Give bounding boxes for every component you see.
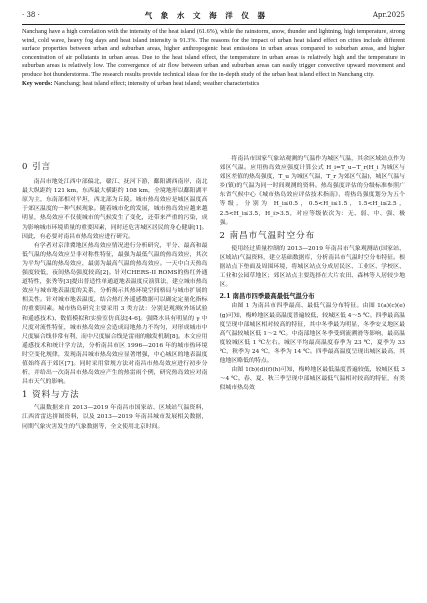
keywords-label: Key words: xyxy=(22,79,53,87)
body-columns xyxy=(22,155,405,595)
keywords-list: Nanchang; heat island effect; intensity of urban heat island; weather characteristics xyxy=(53,79,260,87)
section-title-introduction: 0 引言 xyxy=(22,162,52,172)
running-header xyxy=(22,6,405,25)
section-title-data-methods: 1 资料与方法 xyxy=(22,390,80,401)
journal-name: 气 象 水 文 海 洋 仪 器 xyxy=(144,10,268,20)
keywords-line xyxy=(22,80,405,89)
english-abstract xyxy=(22,28,405,88)
issue-date: Apr.2025 xyxy=(372,11,405,19)
distribution-paragraph: 使用经过质量控制的 2013—2019 年南昌市气象观测站(国家站、区域站)气温资料，建立基础数据库，分析南昌市气温时空分布特征。根据站点下垫面及周围环境，将城区站点分成居民区、工业区、学校区、工业和公园草地区；郊区站点主要选择在大片农田、森林等人居较少地区。 xyxy=(219,245,405,289)
left-column xyxy=(22,155,208,595)
right-column xyxy=(220,155,406,595)
abstract-text: Nanchang have a high correlation with the intensity of the heat island (61.6%), while the rainstorm, snow, thunder and lightning, high temperature, strong wind, cold wave, heavy fog days and heat island intensity is 91.3%. The reasons for the impact of urban heat island effect on cities include different surface properties between urban and suburban areas, higher anthropogenic heat emissions in urban areas compared to suburban areas, and higher concentration of air pollutants in urban areas. Due to the heat island effect, the temperature in urban areas is relatively high and the temperature in suburban areas is relatively low. The convergence of air flow between urban and suburban areas can easily trigger convective upward movement and produce hot thunderstorms. The research results provide technical ideas for the in-depth study of the urban heat island effect in Nanchang city. xyxy=(22,28,405,78)
section-title-temperature-distribution: 2 南昌市气温时空分布 xyxy=(219,230,316,241)
seasonal-paragraph-2: 由图 1(b)(d)(f)(h)可知，梅岭地区最低温度普遍较低，较城区低 3～4 ℃。春、夏、秋三季呈现中部城区最低气温相对较高的特征，有类似城市热岛效 xyxy=(219,367,405,392)
method-paragraph: 将南昌市国家气象站观测的气温作为城区气温，其余区域站点作为郊区气温。应用热岛效应强度计算公式 H_i=T_u−T_r(H_i 为城区与郊区差值的热岛强度，T_u 为城区气温，T_r 为郊区气温)，城区气温与乡(镇)的气温为同一时间观测的资料。热岛强度评估的分级标准参照广东省气候中心《城市热岛效应评估技术指南》，将热岛强度划分为五个等级，分别为 H_i≤0.5，0.5<H_i≤1.5，1.5<H_i≤2.5，2.5<H_i≤3.5，H_i>3.5，对应等级依次为：无、弱、中、强、极强。 xyxy=(219,156,405,226)
intro-paragraph-2: 有学者对京津冀地区热岛效应情况进行分析研究，平分、最高和最低气温的热岛效应呈非对称性特征，最强为最低气温的热岛效应，其次为平均气温的热岛效应，最弱为最高气温的热岛效应。一天中白天热岛强度较低，夜间热岛强度较高[2]。针对CHERS-II ROMS的热红外通道特性，张秀等[3]提出普适性单通道地表温度反演算法，建立城市热岛效应与城市地表温度的关系，分析揭示其热环境空间格局与城市扩展的相关性。针对城市地表温度，结合热红外遥感数据可以确定定量化指标的重要因素。城市热岛研究主要采用 3 类方法：分别是观测(外场试验和遥感技术)、数值模拟和实验室仿真法[4-6]。强降水具有明显的 γ 中尺度对流性特征，城市热岛效应会造成局地热力不均匀，对形成城市中尺度辐合线非常有利，而中尺度辐合线是雷雨的触发机制[8]。本文应用遥感技术和统计学方法，分析南昌市区 1996—2016 年的城市热环境时空变化规律，发现南昌城市热岛效应显著增强，中心城区的地表温度值始终高于郊区[7]。同时采用常规方法对南昌市热岛效应进行初步分析，并给出一次南昌市热岛效应产生的热雷雨个例，研究热岛效应对南昌市天气的影响。 xyxy=(22,242,208,386)
intro-paragraph-1: 南昌市地处江西中部偏北，赣江、抚河下游，鄱阳湖西南岸，南北最大纵距约 121 km，东西最大横距约 108 km，全境地形以鄱阳湖平原为主，东南部相对平坦，西北部为丘陵。城市热岛效应是城区温度高于郊区温度的一种气候现象。随着城市化的发展，城市热岛效应越来越明显，热岛效应不仅使城市的气候发生了变化，还带来严重的污染，成为影响城市环境质量的重要因素，同时还危害城区居民的身心健康[1]。因此，有必要对南昌市热岛效应进行研究。 xyxy=(22,179,208,240)
seasonal-paragraph-1: 由图 1 为南昌市四季最高、最低气温分布特征。由图 1(a)(c)(e)(g)可知，梅岭地区最高温度普遍较低，较城区低 4～5 ℃。四季最高温度呈现中部城区相对较高的特征，其中冬季最为明显，冬季安义地区最高气温较城区低 1～2 ℃。中南部地区冬季受到流溯滑等影响，最高温度较城区低 1 ℃左右。城区平均最高温度春季为 23 ℃，夏季为 33 ℃，秋季为 24 ℃，冬季为 14 ℃。四季最高温度呈现出城区最高，其他地区略低的特点。 xyxy=(219,303,405,364)
subsection-title-seasonal: 2.1 南昌市四季最高最低气温分布 xyxy=(219,293,315,301)
data-paragraph-1: 气温数据来自 2013—2019 年南昌市国家站、区域站气温资料，江西省雷达拼图资料，以及 2013—2019 年南昌城市发展相关数据，同期气象灾害发生的气象数据等，全文使用北京时间。 xyxy=(22,405,208,430)
page-number: · 38 · xyxy=(22,11,40,19)
